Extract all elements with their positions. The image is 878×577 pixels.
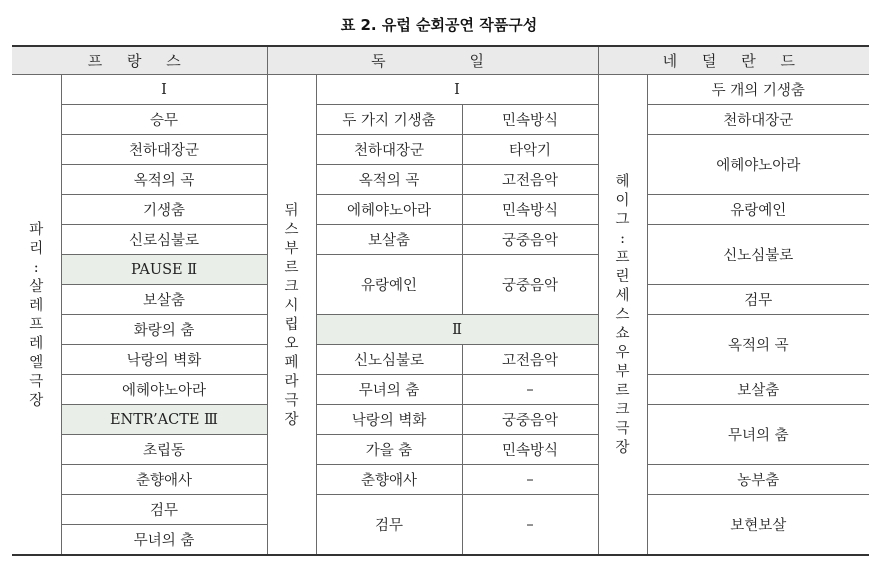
netherlands-item: 신노심불로 [647,225,869,285]
table-row [12,315,869,345]
germany-genre: 궁중음악 [462,405,598,435]
germany-work: 옥적의 곡 [316,165,462,195]
table-row [12,225,869,255]
venue-char: 이 [615,193,630,209]
france-item: Ⅰ [61,75,267,105]
venue-netherlands [598,75,647,556]
venue-char: 르 [615,383,630,399]
france-item: 초립동 [61,435,267,465]
venue-char: 쇼 [615,326,630,342]
france-item: 에헤야노아라 [61,375,267,405]
header-france: 프 랑 스 [12,46,267,75]
venue-france [12,75,61,556]
germany-work: 검무 [316,495,462,556]
table-row [12,495,869,525]
germany-genre: 민속방식 [462,195,598,225]
germany-work: 보살춤 [316,225,462,255]
venue-char: : [33,259,39,276]
tour-program-table [12,45,869,556]
france-item: 보살춤 [61,285,267,315]
netherlands-item: 보현보살 [647,495,869,556]
venue-char: 장 [284,411,299,428]
france-item: 춘향애사 [61,465,267,495]
france-item: 화랑의 춤 [61,315,267,345]
germany-work: 두 가지 기생춤 [316,105,462,135]
venue-char: 리 [29,240,44,257]
header-netherlands: 네 덜 란 드 [598,46,869,75]
netherlands-item: 유랑예인 [647,195,869,225]
venue-char: 크 [284,278,299,295]
venue-char: 살 [29,278,44,295]
venue-char: 스 [284,221,299,238]
venue-char: 우 [615,345,630,361]
table-row [12,195,869,225]
france-item: 승무 [61,105,267,135]
table-row [12,105,869,135]
germany-work: 유랑예인 [316,255,462,315]
germany-work: 낙랑의 벽화 [316,405,462,435]
france-item: 천하대장군 [61,135,267,165]
venue-char: 오 [284,335,299,352]
germany-genre: 고전음악 [462,165,598,195]
venue-char: 뒤 [284,202,299,219]
germany-genre: – [462,375,598,405]
netherlands-item: 천하대장군 [647,105,869,135]
venue-char: 레 [29,335,44,352]
germany-work: 춘향애사 [316,465,462,495]
germany-genre: 궁중음악 [462,255,598,315]
venue-char: 시 [284,297,299,314]
venue-char: 레 [29,297,44,314]
venue-char: 극 [29,373,44,390]
venue-char: 그 [615,212,630,228]
venue-char: 헤 [615,174,630,190]
germany-genre: 타악기 [462,135,598,165]
table-row [12,75,869,105]
venue-char: 라 [284,373,299,390]
venue-char: 프 [29,316,44,333]
venue-char: 프 [615,250,630,266]
netherlands-item: 보살춤 [647,375,869,405]
venue-char: 린 [615,269,630,285]
france-item: 검무 [61,495,267,525]
netherlands-item: 무녀의 춤 [647,405,869,465]
venue-char: 립 [284,316,299,333]
venue-char: 르 [284,259,299,276]
netherlands-item: 두 개의 기생춤 [647,75,869,105]
germany-section-1: Ⅰ [316,75,598,105]
france-item: 옥적의 곡 [61,165,267,195]
venue-char: 극 [615,421,630,437]
venue-char: : [620,231,625,247]
venue-char: 페 [284,354,299,371]
germany-genre: 고전음악 [462,345,598,375]
france-item: 낙랑의 벽화 [61,345,267,375]
header-germany: 독 일 [267,46,598,75]
netherlands-item: 옥적의 곡 [647,315,869,375]
germany-work: 에헤야노아라 [316,195,462,225]
venue-char: 세 [615,288,630,304]
germany-work: 신노심불로 [316,345,462,375]
venue-char: 파 [29,221,44,238]
germany-genre: – [462,495,598,556]
germany-genre: – [462,465,598,495]
table-caption: 표 2. 유럽 순회공연 작품구성 [340,16,538,34]
table-row [12,465,869,495]
table-row [12,375,869,405]
header-row [12,46,869,75]
netherlands-item: 에헤야노아라 [647,135,869,195]
germany-genre: 궁중음악 [462,225,598,255]
france-item: 신로심불로 [61,225,267,255]
table-row [12,135,869,165]
france-item: 기생춤 [61,195,267,225]
venue-char: 장 [615,440,630,456]
table-row [12,405,869,435]
netherlands-item: 검무 [647,285,869,315]
germany-work: 천하대장군 [316,135,462,165]
france-item-pause: PAUSE Ⅱ [61,255,267,285]
germany-work: 가을 춤 [316,435,462,465]
venue-char: 스 [615,307,630,323]
venue-char: 장 [29,392,44,409]
venue-char: 극 [284,392,299,409]
venue-char: 부 [615,364,630,380]
france-item-entracte: ENTR’ACTE Ⅲ [61,405,267,435]
venue-char: 부 [284,240,299,257]
germany-genre: 민속방식 [462,105,598,135]
germany-section-2: Ⅱ [316,315,598,345]
venue-char: 크 [615,402,630,418]
venue-char: 엘 [29,354,44,371]
germany-work: 무녀의 춤 [316,375,462,405]
france-item: 무녀의 춤 [61,525,267,556]
venue-germany [267,75,316,556]
germany-genre: 민속방식 [462,435,598,465]
netherlands-item: 농부춤 [647,465,869,495]
